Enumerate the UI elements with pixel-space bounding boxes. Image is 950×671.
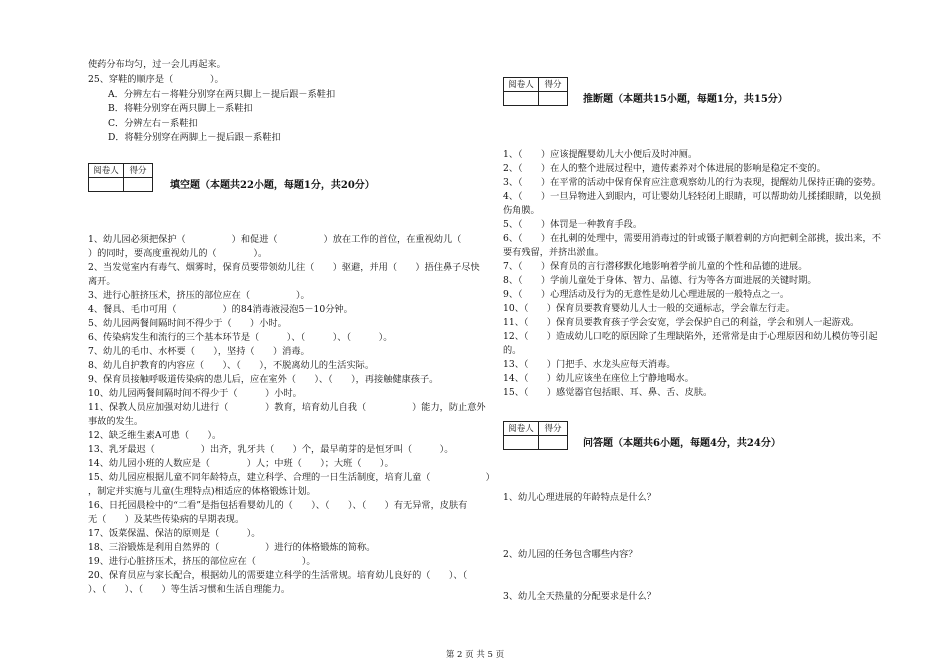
score-cell — [124, 178, 153, 192]
reviewer-cell — [89, 178, 124, 192]
text-line: 使药分布均匀，过一会儿再起来。 — [88, 59, 226, 70]
judge-line: 11、（ ）保育员要教育孩子学会安宽，学会保护自己的利益，学会和别人一起游戏。 — [503, 317, 860, 328]
q25-option-c: C．分辨左右－系鞋扣 — [108, 118, 198, 129]
fill-line: 2、当发觉室内有毒气、烟雾时，保育员要带领幼儿往（ ）驱避，并用（ ）捂住鼻子尽快 — [88, 262, 480, 273]
fill-line: 10、幼儿园两餐间隔时间不得少于（ ）小时。 — [88, 388, 302, 399]
judge-line: 10、（ ）保育员要教育婴幼儿人士一般的交通标志，学会靠左行走。 — [503, 303, 795, 314]
fill-line: 5、幼儿园两餐间隔时间不得少于（ ）小时。 — [88, 318, 287, 329]
judge-line: 13、（ ）门把手、水龙头应每天消毒。 — [503, 359, 676, 370]
fill-line: 15、幼儿园应根据儿童不同年龄特点，建立科学、合理的一日生活制度，培育儿童（ ） — [88, 472, 495, 483]
fill-line: 无（ ）及某些传染病的早期表现。 — [88, 514, 245, 525]
fill-line: 事故的发生。 — [88, 416, 144, 427]
judge-line: 8、（ ）学前儿童处于身体、智力、品德、行为等各方面进展的关键时期。 — [503, 275, 817, 286]
question-25: 25、穿鞋的顺序是（ ）。 — [88, 74, 224, 85]
judge-line: 12、（ ）造成幼儿口吃的原因除了生理缺陷外，还常常是由于心理原因和幼儿模仿等引起 — [503, 331, 878, 342]
judge-line: 5、（ ）体罚是一种教育手段。 — [503, 219, 643, 230]
fill-line: 16、日托园晨检中的“二看”是指包括看婴幼儿的（ ）、（ ）、（ ）有无异常，皮肤有 — [88, 500, 468, 511]
fill-line: 18、三浴锻炼是利用自然界的（ ）进行的体格锻炼的简称。 — [88, 542, 376, 553]
fill-line: ）、（ ）、（ ）等生活习惯和生活自理能力。 — [88, 584, 291, 595]
page-footer: 第 2 页 共 5 页 — [445, 650, 505, 660]
fill-line: ，制定并实施与儿童(生理特点)相适应的体格锻炼计划。 — [88, 486, 316, 497]
judge-line: 14、（ ）幼儿应该坐在座位上宁静地喝水。 — [503, 373, 694, 384]
section-title-judge: 推断题（本题共15小题，每题1分，共15分） — [583, 94, 788, 105]
judge-line: 的。 — [503, 345, 522, 356]
judge-line: 伤角膜。 — [503, 205, 540, 216]
qa-question: 1、幼儿心理进展的年龄特点是什么？ — [503, 492, 656, 503]
fill-line: 17、饭菜保温、保洁的原则是（ ）。 — [88, 528, 261, 539]
fill-line: 1、幼儿园必须把保护（ ）和促进（ ）放在工作的首位，在重视幼儿（ — [88, 234, 462, 245]
reviewer-label: 阅卷人 — [504, 78, 539, 92]
score-label: 得分 — [124, 164, 153, 178]
score-box — [503, 421, 568, 450]
reviewer-label: 阅卷人 — [89, 164, 124, 178]
fill-line: 7、幼儿的毛巾、水杯要（ ），坚持（ ）消毒。 — [88, 346, 310, 357]
judge-line: 9、（ ）心理活动及行为的无意性是幼儿心理进展的一般特点之一。 — [503, 289, 790, 300]
qa-question: 3、幼儿全天热量的分配要求是什么？ — [503, 591, 656, 602]
score-label: 得分 — [539, 422, 568, 436]
score-label: 得分 — [539, 78, 568, 92]
fill-line: 14、幼儿园小班的人数应是（ ）人；中班（ ）；大班（ ）。 — [88, 458, 394, 469]
section-title-qa: 问答题（本题共6小题，每题4分，共24分） — [583, 438, 781, 449]
fill-line: 8、幼儿自护教育的内容应（ ）、（ ），不脱离幼儿的生活实际。 — [88, 360, 375, 371]
fill-line: 19、进行心脏挤压术，挤压的部位应在（ ）。 — [88, 556, 316, 567]
fill-line: 11、保教人员应加强对幼儿进行（ ）教育，培育幼儿自我（ ）能力，防止意外 — [88, 402, 486, 413]
score-cell — [539, 436, 568, 450]
fill-line: 13、乳牙最迟（ ）出齐，乳牙共（ ）个，最早萌芽的是恒牙叫（ ）。 — [88, 444, 454, 455]
judge-line: 7、（ ）保育员的言行潜移默化地影响着学前儿童的个性和品德的进展。 — [503, 261, 808, 272]
reviewer-label: 阅卷人 — [504, 422, 539, 436]
judge-line: 15、（ ）感觉器官包括眼、耳、鼻、舌、皮肤。 — [503, 387, 713, 398]
fill-line: 20、保育员应与家长配合，根据幼儿的需要建立科学的生活常规。培育幼儿良好的（ ）、（ — [88, 570, 486, 581]
score-box — [88, 163, 153, 192]
fill-line: 4、餐具、毛巾可用（ ）的84消毒液浸泡5－10分钟。 — [88, 304, 353, 315]
judge-line: 2、（ ）在人的整个进展过程中，遗传素养对个体进展的影响是稳定不变的。 — [503, 163, 826, 174]
fill-line: 3、进行心脏挤压术，挤压的部位应在（ ）。 — [88, 290, 310, 301]
fill-line: ）的同时，要高度重视幼儿的（ ）。 — [88, 248, 268, 259]
reviewer-cell — [504, 92, 539, 106]
fill-line: 12、缺乏维生素A可患（ ）。 — [88, 430, 222, 441]
judge-line: 要有残留，并挤出淤血。 — [503, 247, 605, 258]
fill-line: 6、传染病发生和流行的三个基本环节是（ ）、（ ）、（ ）。 — [88, 332, 393, 343]
fill-line: 离开。 — [88, 276, 116, 287]
fill-line: 9、保育员接触呼吸道传染病的患儿后，应在室外（ ）、（ ），再接触健康孩子。 — [88, 374, 439, 385]
q25-option-d: D．将鞋分别穿在两脚上－提后跟－系鞋扣 — [108, 132, 281, 143]
score-box — [503, 77, 568, 106]
section-title-fill: 填空题（本题共22小题，每题1分，共20分） — [170, 180, 375, 191]
judge-line: 6、（ ）在扎刺的处理中，需要用消毒过的针或镊子顺着刺的方向把刺全部挑，拔出来，不 — [503, 233, 881, 244]
judge-line: 1、（ ）应该提醒婴幼儿大小便后及时冲厕。 — [503, 149, 698, 160]
reviewer-cell — [504, 436, 539, 450]
score-cell — [539, 92, 568, 106]
qa-question: 2、幼儿园的任务包含哪些内容？ — [503, 549, 638, 560]
q25-option-a: A．分辨左右－将鞋分别穿在两只脚上－提后跟－系鞋扣 — [108, 89, 336, 100]
q25-option-b: B．将鞋分别穿在两只脚上－系鞋扣 — [108, 103, 253, 114]
judge-line: 3、（ ）在平常的活动中保育保育应注意观察幼儿的行为表现，提醒幼儿保持正确的姿势。 — [503, 177, 881, 188]
judge-line: 4、（ ）一旦异物进入到眼内，可让婴幼儿轻轻闭上眼睛，可以帮助幼儿揉揉眼睛，以免损 — [503, 191, 881, 202]
